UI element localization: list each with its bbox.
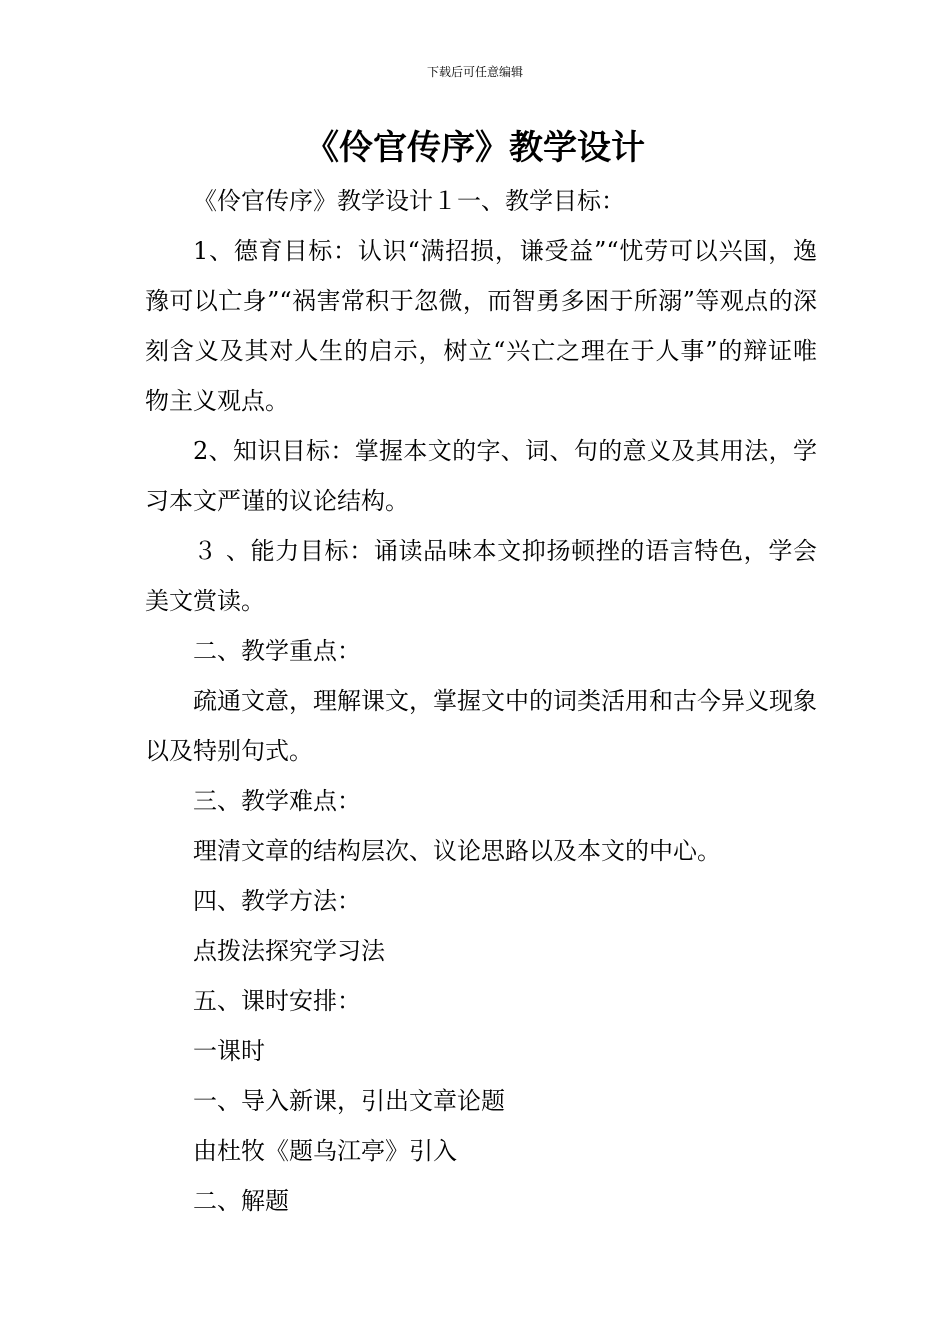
paragraph-difficulties: 理清文章的结构层次、议论思路以及本文的中心。 [193,837,721,865]
paragraph-schedule: 一课时 [193,1037,265,1065]
paragraph-knowledge-objective: 2、知识目标：掌握本文的字、词、句的意义及其用法，学习本文严谨的议论结构。 [145,437,817,515]
document-body [145,176,817,1226]
paragraph-methods-heading: 四、教学方法： [193,887,361,915]
paragraph-moral-objective: 1、德育目标：认识“满招损，谦受益”“忧劳可以兴国，逸豫可以亡身”“祸害常积于忽微，而智勇多困于所溺”等观点的深刻含义及其对人生的启示，树立“兴亡之理在于人事”的辩证唯物主义观点。 [145,237,817,415]
paragraph-methods: 点拨法探究学习法 [193,937,385,965]
paragraph-key-points-heading: 二、教学重点： [193,637,361,665]
paragraph-objectives-heading: 《伶官传序》教学设计１一、教学目标： [193,187,625,215]
paragraph-introduction: 由杜牧《题乌江亭》引入 [193,1137,457,1165]
paragraph-schedule-heading: 五、课时安排： [193,987,361,1015]
paragraph-introduction-heading: 一、导入新课，引出文章论题 [193,1087,505,1115]
paragraph-ability-objective: ３ 、能力目标：诵读品味本文抑扬顿挫的语言特色，学会美文赏读。 [145,537,817,615]
paragraph-key-points: 疏通文意，理解课文，掌握文中的词类活用和古今异义现象以及特别句式。 [145,687,817,765]
paragraph-difficulties-heading: 三、教学难点： [193,787,361,815]
page-header: 下载后可任意编辑 [426,65,523,79]
paragraph-title-explanation-heading: 二、解题 [193,1187,289,1215]
document-title: 《伶官传序》教学设计 [305,128,645,168]
